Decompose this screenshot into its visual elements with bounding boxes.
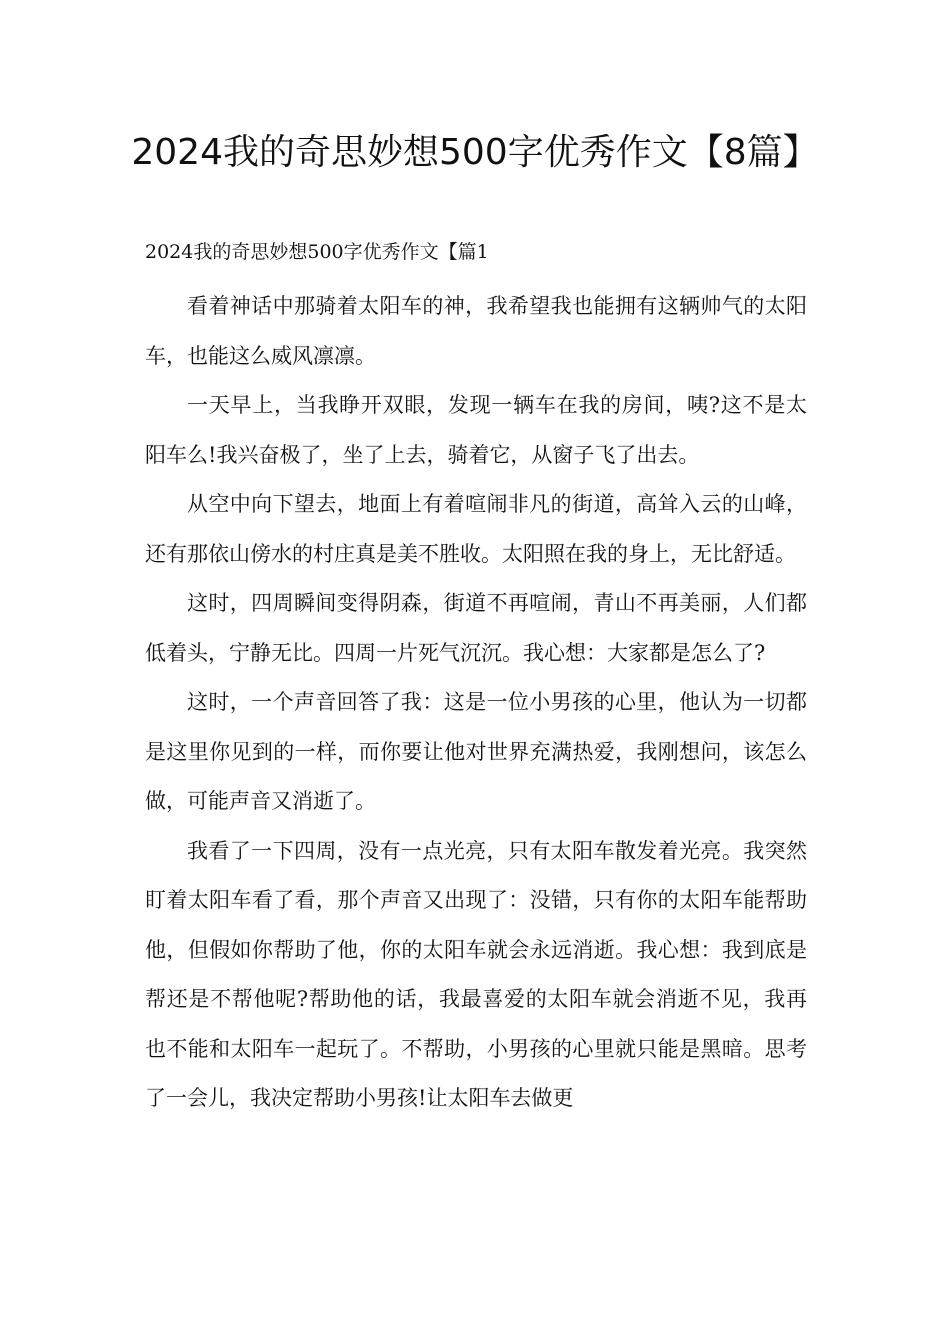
section-heading: 2024我的奇思妙想500字优秀作文【篇1 (145, 241, 489, 263)
document-title: 2024我的奇思妙想500字优秀作文【8篇】 (131, 132, 819, 173)
paragraph-3: 从空中向下望去，地面上有着喧闹非凡的街道，高耸入云的山峰，还有那依山傍水的村庄真是美不胜收。太阳照在我的身上，无比舒适。 (145, 492, 807, 566)
paragraph-2: 一天早上，当我睁开双眼，发现一辆车在我的房间，咦?这不是太阳车么!我兴奋极了，坐了上去，骑着它，从窗子飞了出去。 (145, 393, 807, 467)
paragraph-4: 这时，四周瞬间变得阴森，街道不再喧闹，青山不再美丽，人们都低着头，宁静无比。四周一片死气沉沉。我心想：大家都是怎么了? (145, 591, 807, 665)
article-body (145, 282, 807, 1124)
paragraph-5: 这时，一个声音回答了我：这是一位小男孩的心里，他认为一切都是这里你见到的一样，而你要让他对世界充满热爱，我刚想问，该怎么做，可能声音又消逝了。 (145, 690, 807, 813)
paragraph-1: 看着神话中那骑着太阳车的神，我希望我也能拥有这辆帅气的太阳车，也能这么威风凛凛。 (145, 294, 807, 368)
paragraph-6: 我看了一下四周，没有一点光亮，只有太阳车散发着光亮。我突然盯着太阳车看了看，那个声音又出现了：没错，只有你的太阳车能帮助他，但假如你帮助了他，你的太阳车就会永远消逝。我心想：我到底是帮还是不帮他呢?帮助他的话，我最喜爱的太阳车就会消逝不见，我再也不能和太阳车一起玩了。不帮助，小男孩的心里就只能是黑暗。思考了一会儿，我决定帮助小男孩!让太阳车去做更 (145, 838, 807, 1110)
